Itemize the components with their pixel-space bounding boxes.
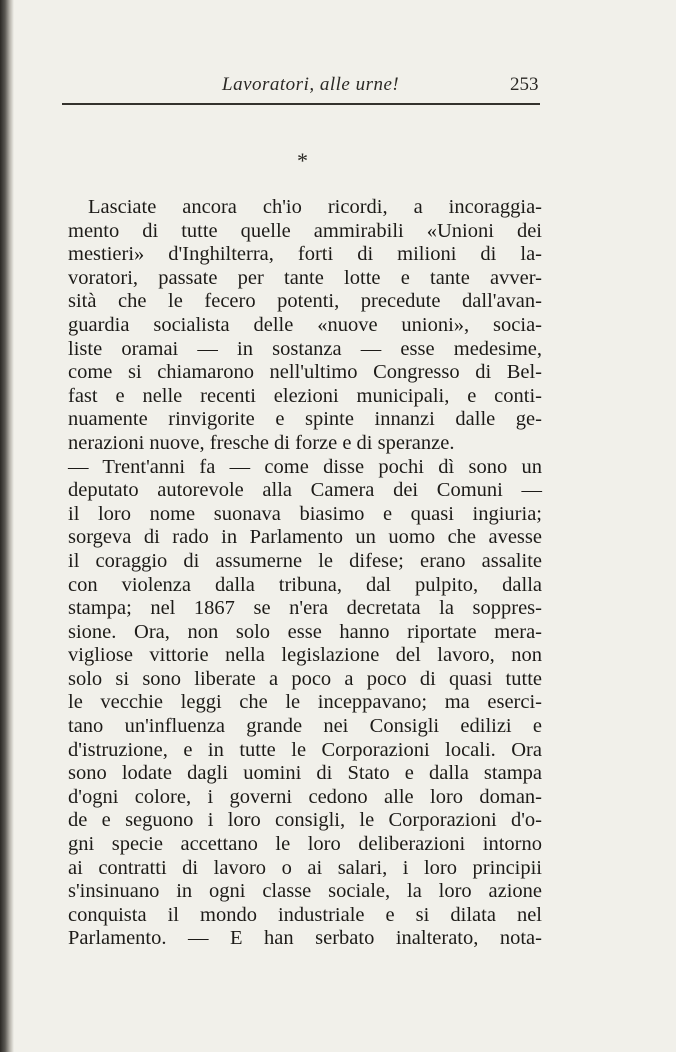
page-binding-edge: [0, 0, 14, 1052]
text-line: d'istruzione, e in tutte le Corporazioni locali. Ora: [68, 738, 542, 761]
text-line: nerazioni nuove, fresche di forze e di speranze.: [68, 431, 455, 454]
text-line: le vecchie leggi che le inceppavano; ma eserci-: [68, 691, 542, 714]
running-header: [62, 74, 542, 100]
body-text: [68, 196, 542, 951]
text-line: tano un'influenza grande nei Consigli edilizi e: [68, 715, 542, 738]
text-line: de e seguono i loro consigli, le Corporazioni d'o-: [68, 809, 542, 832]
text-line: — Trent'anni fa — come disse pochi dì sono un: [68, 455, 542, 478]
running-title: Lavoratori, alle urne!: [222, 74, 400, 95]
text-line: nuamente rinvigorite e spinte innanzi dalle ge-: [68, 408, 542, 431]
page-number: 253: [510, 74, 539, 95]
text-line: sione. Ora, non solo esse hanno riportate mera-: [68, 620, 542, 643]
text-line: sità che le fecero potenti, precedute dall'avan-: [68, 290, 542, 313]
text-line: liste oramai — in sostanza — esse medesime,: [68, 337, 542, 360]
text-line: vigliose vittorie nella legislazione del lavoro, non: [68, 644, 542, 667]
text-line: ai contratti di lavoro o ai salari, i loro principii: [68, 856, 542, 879]
text-line: Lasciate ancora ch'io ricordi, a incoraggia-: [88, 196, 542, 218]
text-line: sono lodate dagli uomini di Stato e dalla stampa: [68, 762, 542, 785]
text-line: fast e nelle recenti elezioni municipali, e conti-: [68, 384, 542, 407]
text-line: sorgeva di rado in Parlamento un uomo che avesse: [68, 526, 542, 549]
text-line: solo si sono liberate a poco a poco di quasi tutte: [68, 667, 542, 690]
text-line: il coraggio di assumerne le difese; erano assalite: [68, 549, 542, 572]
section-asterisk: *: [297, 148, 308, 173]
text-line: conquista il mondo industriale e si dilata nel: [68, 903, 542, 926]
text-line: come si chiamarono nell'ultimo Congresso di Bel-: [68, 361, 542, 384]
text-line: mento di tutte quelle ammirabili «Unioni dei: [68, 219, 542, 242]
text-line: gni specie accettano le loro deliberazioni intorno: [68, 833, 542, 856]
text-line: s'insinuano in ogni classe sociale, la loro azione: [68, 880, 542, 903]
text-line: stampa; nel 1867 se n'era decretata la soppres-: [68, 597, 542, 620]
header-rule: [62, 103, 540, 105]
text-line: mestieri» d'Inghilterra, forti di milioni di la-: [68, 243, 542, 266]
text-line: voratori, passate per tante lotte e tante avver-: [68, 266, 542, 289]
text-line: con violenza dalla tribuna, dal pulpito, dalla: [68, 573, 542, 596]
text-line: deputato autorevole alla Camera dei Comuni —: [68, 479, 542, 502]
text-line: Parlamento. — E han serbato inalterato, nota-: [68, 927, 542, 950]
text-line: d'ogni colore, i governi cedono alle loro doman-: [68, 785, 542, 808]
text-line: guardia socialista delle «nuove unioni», socia-: [68, 313, 542, 336]
text-line: il loro nome suonava biasimo e quasi ingiuria;: [68, 502, 542, 525]
